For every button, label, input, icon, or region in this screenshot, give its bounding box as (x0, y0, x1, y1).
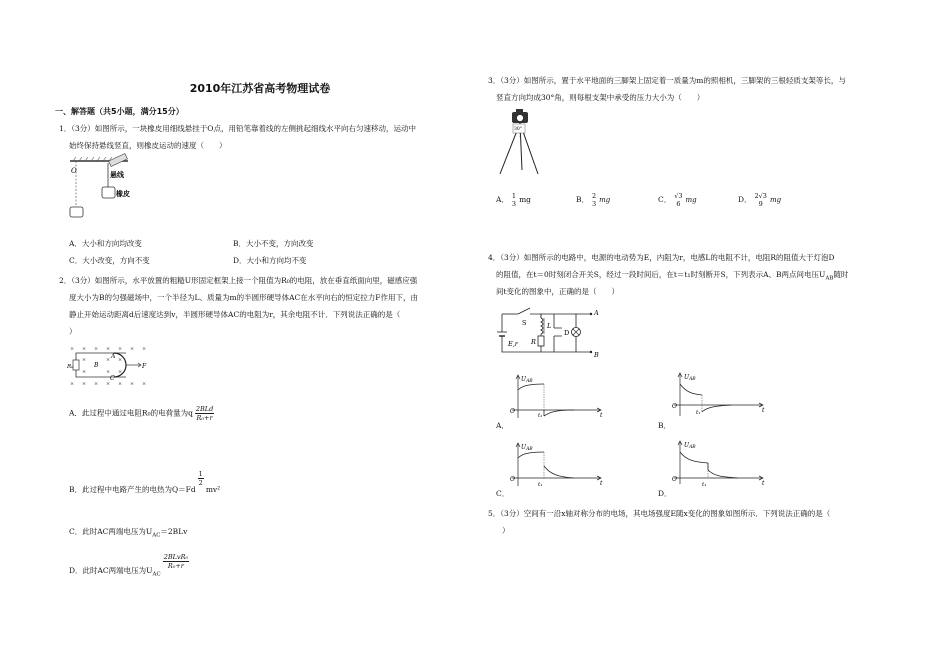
svg-text:×: × (82, 381, 87, 387)
question-2-line3: 静止开始运动距离d后速度达到v，半圆形硬导体AC的电阻为r，其余电阻不计．下列说法正确的是（ (69, 310, 401, 319)
section-heading: 一、解答题（共5小题，满分15分） (55, 107, 184, 116)
graph-b-t: t (762, 407, 765, 414)
option-a-fraction (195, 405, 214, 422)
question-5-line2: ） (502, 526, 510, 535)
question-1-option-a: A．大小和方向均改变 (69, 239, 142, 248)
question-3-line1: 3．（3分）如图所示，置于水平地面的三脚架上固定着一质量为m的照相机，三脚架的三根轻质支架等长，与 (488, 76, 846, 85)
svg-text:×: × (142, 381, 147, 387)
question-3-option-d (738, 192, 781, 208)
q3-b-numerator: 2 (592, 192, 597, 200)
graph-a-ylabel-u: U (521, 376, 527, 383)
svg-text:×: × (106, 357, 111, 363)
fig-label-xiangpi: 橡皮 (116, 189, 130, 198)
q4-option-d: D． (658, 489, 672, 498)
q3-a-denominator: 3 (511, 200, 517, 208)
question-2-figure (68, 343, 153, 388)
q3-d-denominator: 9 (758, 200, 763, 208)
circuit-label-b: B (594, 351, 599, 359)
fig-label-r0: R₀ (67, 364, 74, 370)
svg-text:×: × (130, 381, 135, 387)
svg-text:×: × (82, 357, 87, 363)
q3-c-label: C． (658, 195, 672, 204)
question-5-line1: 5．（3分）空间有一沿x轴对称分布的电场，其电场强度E随x变化的图象如图所示．下列说法正确的是（ (488, 509, 831, 518)
question-2-option-d (69, 553, 191, 578)
graph-b-t1: t₁ (696, 410, 701, 416)
question-1-line1: 1．（3分）如图所示，一块橡皮用细线悬挂于O点，用铅笔靠着线的左侧挑起细线水平向右匀速移动，运动中 (59, 124, 416, 133)
question-1-line2: 始终保持悬线竖直，则橡皮运动的速度（ ） (69, 141, 227, 150)
svg-text:×: × (70, 381, 75, 387)
circuit-label-r: R (531, 338, 536, 346)
question-1-option-d: D．大小和方向均不变 (233, 256, 307, 265)
option-d-numerator: 2BLvR₀ (163, 553, 189, 561)
graph-c-ylabel-sub: AB (526, 447, 533, 452)
svg-text:×: × (106, 381, 111, 387)
question-3-line2: 竖直方向均成30°角，则每根支架中承受的压力大小为（ ） (496, 93, 705, 102)
question-2-line1: 2．（3分）如图所示，水平放置的粗糙U形固定框架上接一个阻值为R₀的电阻，放在垂直纸面向里，磁感应强 (59, 276, 418, 285)
q4-option-b: B． (658, 421, 672, 430)
fig-label-a: A (111, 353, 116, 360)
graph-d-origin: O (672, 476, 677, 483)
svg-text:×: × (118, 369, 123, 375)
q3-a-label: A． (496, 195, 509, 204)
question-2-line4: ） (69, 327, 77, 336)
q3-d-fraction (754, 192, 768, 208)
graph-c-t: t (600, 480, 603, 487)
question-1-figure (68, 155, 148, 225)
circuit-label-l: L (547, 322, 552, 330)
svg-text:×: × (142, 346, 147, 352)
option-c-text: C．此时AC两端电压为U (69, 527, 153, 536)
option-a-denominator: R₀+r (196, 414, 213, 422)
q4-option-a: A． (496, 421, 509, 430)
q3-d-numerator: 2√3 (754, 192, 767, 200)
option-d-text: D．此时AC两端电压为U (69, 566, 153, 575)
graph-d-ylabel (684, 442, 696, 450)
option-b-fraction (198, 470, 204, 487)
question-4-line3: 间t变化的图象中，正确的是（ ） (496, 287, 620, 296)
fig-angle-label: 30° (514, 127, 522, 132)
graph-c-t1: t₁ (538, 482, 543, 488)
question-3-option-c (658, 192, 697, 208)
question-1-option-c: C．大小改变，方向不变 (69, 256, 150, 265)
circuit-label-s: S (522, 319, 527, 327)
svg-text:×: × (94, 346, 99, 352)
question-2-option-b (69, 470, 220, 495)
graph-b-ylabel (684, 374, 696, 382)
q3-a-fraction (511, 192, 517, 208)
fig-label-c: C (110, 375, 115, 382)
q4-option-c: C． (496, 489, 510, 498)
option-b-numerator: 1 (198, 470, 203, 478)
option-c-subscript: AC (152, 532, 161, 539)
graph-a-t1: t₁ (538, 413, 543, 419)
fig-label-f: F (142, 363, 147, 370)
q4-graph-a (508, 372, 608, 422)
graph-d-t: t (762, 480, 765, 487)
option-a-numerator: 2BLd (195, 405, 214, 413)
graph-a-t: t (600, 412, 603, 419)
q4-line2-subscript: AB (825, 275, 834, 282)
circuit-label-d: D (564, 329, 570, 337)
q4-line2-tail: 随时 (833, 270, 849, 279)
fig-label-O: O (71, 167, 77, 175)
graph-c-ylabel-u: U (521, 444, 527, 451)
svg-text:×: × (130, 346, 135, 352)
q3-b-tail: mg (599, 196, 611, 204)
svg-text:×: × (106, 346, 111, 352)
q3-a-numerator: 1 (511, 192, 517, 200)
question-4-line1: 4．（3分）如图所示的电路中，电源的电动势为E，内阻为r，电感L的电阻不计，电阻R的阻值大于灯泡D (488, 253, 835, 262)
graph-a-ylabel (521, 376, 533, 384)
q3-c-fraction (673, 192, 683, 208)
question-1-option-b: B．大小不变，方向改变 (233, 239, 314, 248)
q4-graph-c (508, 440, 608, 490)
question-3-option-b (576, 192, 610, 208)
graph-b-ylabel-u: U (684, 374, 690, 381)
svg-text:×: × (70, 346, 75, 352)
option-b-denominator: 2 (198, 479, 203, 487)
q3-c-numerator: √3 (674, 192, 683, 200)
question-3-option-a (496, 192, 531, 208)
graph-b-origin: O (672, 403, 677, 410)
question-2-line2: 度大小为B的匀强磁场中，一个半径为L、质量为m的半圆形硬导体AC在水平向右的恒定拉力F作用下，由 (69, 293, 418, 302)
q4-line2-text: 的阻值，在t＝0时刻闭合开关S，经过一段时间后，在t＝t₁时刻断开S，下列表示A、B两点间电压U (496, 270, 826, 279)
graph-a-ylabel-sub: AB (526, 379, 533, 384)
q3-c-denominator: 6 (676, 200, 681, 208)
question-2-option-c (69, 526, 187, 539)
svg-text:×: × (118, 346, 123, 352)
svg-text:×: × (82, 346, 87, 352)
graph-c-origin: O (510, 476, 515, 483)
circuit-label-a: A (594, 309, 599, 317)
option-c-tail: ＝2BLv (160, 527, 188, 536)
question-4-circuit (496, 304, 606, 362)
q3-d-tail: mg (769, 196, 782, 204)
fig-label-xuanxian: 悬线 (110, 170, 124, 179)
option-b-text: B．此过程中电路产生的电热为Q＝Fd (69, 485, 196, 494)
question-3-figure (496, 108, 556, 178)
svg-text:×: × (82, 369, 87, 375)
graph-c-ylabel (521, 444, 533, 452)
svg-text:×: × (106, 369, 111, 375)
q3-b-label: B． (576, 195, 590, 204)
q3-b-fraction (591, 192, 597, 208)
graph-d-ylabel-u: U (684, 442, 690, 449)
fig-label-b: B (94, 362, 99, 369)
graph-d-ylabel-sub: AB (689, 445, 696, 450)
graph-d-t1: t₁ (702, 482, 707, 488)
svg-text:×: × (118, 357, 123, 363)
q3-a-tail: mg (519, 195, 531, 204)
question-2-option-a (69, 405, 216, 422)
q4-graph-b (670, 370, 770, 420)
graph-b-ylabel-sub: AB (689, 377, 696, 382)
q3-c-tail: mg (685, 196, 697, 204)
graph-a-origin: O (510, 408, 515, 415)
svg-text:×: × (118, 381, 123, 387)
option-b-tail: mv² (205, 485, 221, 494)
option-a-text: A．此过程中通过电阻R₀的电荷量为q (69, 408, 193, 418)
option-d-denominator: R₀+r (167, 562, 184, 570)
q3-b-denominator: 3 (592, 200, 597, 208)
paper-title: 2010年江苏省高考物理试卷 (189, 82, 331, 95)
option-d-subscript: AC (152, 571, 161, 578)
svg-text:×: × (94, 381, 99, 387)
circuit-label-er: E,r (508, 340, 518, 348)
option-d-fraction (163, 553, 189, 570)
q4-graph-d (670, 438, 770, 488)
q3-d-label: D． (738, 195, 752, 204)
